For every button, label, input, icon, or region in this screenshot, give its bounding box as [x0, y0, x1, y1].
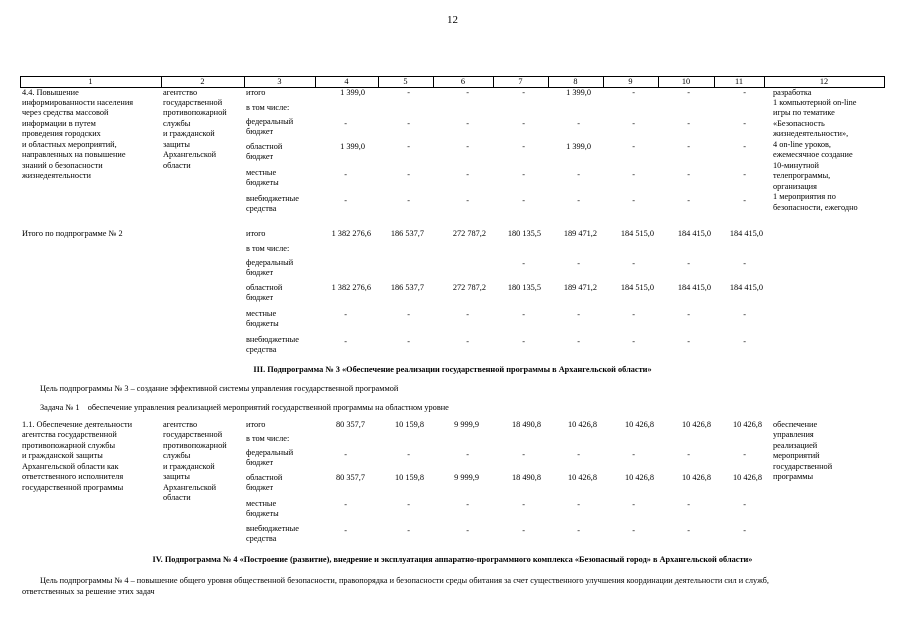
source-label: в том числе:: [246, 103, 290, 112]
value-cell: -: [632, 142, 635, 151]
value-cell: 10 159,8: [394, 473, 424, 482]
header-col-11: 11: [735, 77, 743, 86]
value-cell: -: [522, 526, 525, 535]
result-line: программы: [773, 472, 814, 481]
value-cell: 184 415,0: [729, 229, 763, 238]
executor-line: службы: [163, 119, 191, 128]
value-cell: -: [407, 170, 410, 179]
value-cell: -: [344, 119, 347, 128]
value-cell: -: [632, 119, 635, 128]
executor-line: и гражданской: [163, 462, 215, 471]
activity-name-line: 1.1. Обеспечение деятельности: [22, 420, 133, 429]
result-line: 4 on-line уроков,: [773, 140, 831, 149]
value-cell: -: [407, 310, 410, 319]
value-cell: -: [466, 142, 469, 151]
value-cell: 184 415,0: [677, 229, 711, 238]
value-cell: -: [743, 170, 746, 179]
activity-name-line: направленных на повышение: [22, 150, 126, 159]
value-cell: 184 515,0: [620, 229, 654, 238]
value-cell: 10 159,8: [394, 420, 424, 429]
value-cell: -: [522, 170, 525, 179]
value-cell: 80 357,7: [335, 420, 365, 429]
result-line: игры по тематике: [773, 108, 835, 117]
value-cell: -: [407, 142, 410, 151]
header-col-1: 1: [88, 77, 93, 86]
header-col-4: 4: [344, 77, 349, 86]
value-cell: -: [466, 337, 469, 346]
value-cell: -: [522, 142, 525, 151]
source-label: средства: [246, 345, 277, 354]
executor-line: противопожарной: [163, 441, 227, 450]
header-col-8: 8: [573, 77, 578, 86]
value-cell: -: [743, 196, 746, 205]
value-cell: -: [522, 310, 525, 319]
activity-name-line: и гражданской защиты: [22, 451, 103, 460]
value-cell: 1 399,0: [566, 88, 591, 97]
value-cell: -: [522, 259, 525, 268]
executor-line: службы: [163, 451, 191, 460]
activity-name-line: информации в путем: [22, 119, 96, 128]
executor-line: области: [163, 161, 191, 170]
value-cell: 272 787,2: [452, 283, 486, 292]
source-label: внебюджетные: [246, 194, 299, 203]
value-cell: -: [577, 119, 580, 128]
value-cell: 10 426,8: [681, 420, 711, 429]
source-label: бюджеты: [246, 509, 279, 518]
result-line: 1 мероприятия по: [773, 192, 836, 201]
value-cell: -: [743, 88, 746, 97]
source-label: бюджет: [246, 127, 274, 136]
value-cell: -: [466, 119, 469, 128]
executor-line: защиты: [163, 140, 190, 149]
value-cell: -: [632, 88, 635, 97]
executor-line: Архангельской: [163, 483, 217, 492]
header-col-5: 5: [403, 77, 408, 86]
value-cell: 10 426,8: [624, 420, 654, 429]
value-cell: -: [743, 500, 746, 509]
source-label: бюджеты: [246, 319, 279, 328]
value-cell: -: [687, 500, 690, 509]
value-cell: -: [407, 450, 410, 459]
value-cell: -: [632, 259, 635, 268]
value-cell: -: [466, 88, 469, 97]
subprogram-3-title: III. Подпрограмма № 3 «Обеспечение реализации государственной программы в Архангельской области»: [253, 365, 652, 374]
value-cell: -: [743, 142, 746, 151]
header-col-2: 2: [200, 77, 205, 86]
value-cell: -: [344, 310, 347, 319]
value-cell: -: [743, 450, 746, 459]
header-col-divider: [884, 76, 885, 88]
value-cell: -: [632, 337, 635, 346]
value-cell: -: [577, 310, 580, 319]
source-label: местные: [246, 168, 277, 177]
value-cell: -: [577, 526, 580, 535]
value-cell: -: [577, 337, 580, 346]
value-cell: 10 426,8: [681, 473, 711, 482]
value-cell: -: [407, 196, 410, 205]
executor-line: противопожарной: [163, 108, 227, 117]
activity-name-line: 4.4. Повышение: [22, 88, 79, 97]
header-col-9: 9: [628, 77, 633, 86]
result-line: безопасности, ежегодно: [773, 203, 858, 212]
source-label: в том числе:: [246, 244, 290, 253]
source-label: бюджеты: [246, 178, 279, 187]
header-col-3: 3: [277, 77, 282, 86]
value-cell: 10 426,8: [732, 420, 762, 429]
value-cell: -: [522, 450, 525, 459]
activity-name-line: жизнедеятельности: [22, 171, 91, 180]
source-label: внебюджетные: [246, 524, 299, 533]
value-cell: 9 999,9: [454, 473, 479, 482]
activity-name-line: государственной программы: [22, 483, 124, 492]
value-cell: -: [407, 88, 410, 97]
value-cell: -: [687, 310, 690, 319]
result-line: мероприятий: [773, 451, 820, 460]
result-line: организация: [773, 182, 817, 191]
result-line: ежемесячное создание: [773, 150, 853, 159]
source-label: областной: [246, 473, 283, 482]
activity-name-line: проведения городских: [22, 129, 101, 138]
value-cell: -: [632, 500, 635, 509]
value-cell: -: [344, 450, 347, 459]
header-col-12: 12: [819, 77, 829, 86]
activity-name-line: ответственного исполнителя: [22, 472, 124, 481]
value-cell: -: [687, 196, 690, 205]
header-col-7: 7: [518, 77, 523, 86]
value-cell: -: [407, 526, 410, 535]
source-label: федеральный: [246, 448, 294, 457]
value-cell: 1 382 276,6: [331, 283, 371, 292]
value-cell: -: [522, 196, 525, 205]
result-line: 1 компьютерной on-line: [773, 98, 857, 107]
total-label: Итого по подпрограмме № 2: [22, 229, 123, 238]
source-label: итого: [246, 88, 266, 97]
value-cell: -: [687, 119, 690, 128]
value-cell: 1 399,0: [566, 142, 591, 151]
value-cell: -: [344, 170, 347, 179]
value-cell: 180 135,5: [507, 229, 541, 238]
activity-name-line: и областных мероприятий,: [22, 140, 117, 149]
value-cell: -: [632, 196, 635, 205]
value-cell: -: [344, 196, 347, 205]
executor-line: и гражданской: [163, 129, 215, 138]
subprogram-4-goal-line: Цель подпрограммы № 4 – повышение общего уровня общественной безопасности, правопорядка и безопасности среды обитания за счет существенного улучшения координации деятельности сил и служб,: [40, 576, 769, 585]
value-cell: 1 399,0: [340, 88, 365, 97]
executor-line: государственной: [163, 430, 223, 439]
result-line: реализацией: [773, 441, 818, 450]
value-cell: -: [632, 450, 635, 459]
value-cell: -: [577, 500, 580, 509]
source-label: федеральный: [246, 117, 294, 126]
source-label: бюджет: [246, 152, 274, 161]
value-cell: 186 537,7: [390, 229, 424, 238]
executor-line: Архангельской: [163, 150, 217, 159]
value-cell: -: [522, 337, 525, 346]
value-cell: -: [687, 526, 690, 535]
value-cell: -: [743, 119, 746, 128]
value-cell: 180 135,5: [507, 283, 541, 292]
value-cell: -: [687, 88, 690, 97]
result-line: телепрограммы,: [773, 171, 831, 180]
value-cell: -: [466, 310, 469, 319]
executor-line: государственной: [163, 98, 223, 107]
value-cell: -: [344, 337, 347, 346]
header-col-10: 10: [681, 77, 691, 86]
source-label: средства: [246, 204, 277, 213]
result-line: «Безопасность: [773, 119, 825, 128]
value-cell: -: [344, 500, 347, 509]
source-label: внебюджетные: [246, 335, 299, 344]
value-cell: -: [466, 170, 469, 179]
value-cell: 9 999,9: [454, 420, 479, 429]
value-cell: 10 426,8: [732, 473, 762, 482]
value-cell: -: [687, 259, 690, 268]
value-cell: 184 415,0: [677, 283, 711, 292]
source-label: итого: [246, 229, 266, 238]
value-cell: -: [466, 526, 469, 535]
value-cell: -: [743, 526, 746, 535]
value-cell: 189 471,2: [563, 229, 597, 238]
activity-name-line: информированности населения: [22, 98, 134, 107]
value-cell: -: [344, 526, 347, 535]
source-label: бюджет: [246, 293, 274, 302]
value-cell: -: [577, 450, 580, 459]
subprogram-4-title: IV. Подпрограмма № 4 «Построение (развитие), внедрение и эксплуатация аппаратно-программного комплекса «Безопасный город» в Архангельской области»: [152, 555, 753, 564]
value-cell: 272 787,2: [452, 229, 486, 238]
header-col-6: 6: [460, 77, 466, 86]
value-cell: -: [743, 259, 746, 268]
result-line: разработка: [773, 88, 812, 97]
source-label: областной: [246, 142, 283, 151]
executor-line: области: [163, 493, 191, 502]
executor-line: агентство: [163, 420, 198, 429]
activity-name-line: агентства государственной: [22, 430, 117, 439]
activity-name-line: знаний о безопасности: [22, 161, 103, 170]
value-cell: -: [632, 526, 635, 535]
value-cell: -: [407, 500, 410, 509]
source-label: местные: [246, 499, 277, 508]
source-label: бюджет: [246, 268, 274, 277]
executor-line: агентство: [163, 88, 198, 97]
value-cell: -: [522, 500, 525, 509]
value-cell: -: [687, 142, 690, 151]
value-cell: -: [687, 450, 690, 459]
value-cell: -: [743, 337, 746, 346]
page-number: 12: [447, 14, 458, 26]
value-cell: -: [632, 310, 635, 319]
subprogram-4-goal-line: ответственных за решение этих задач: [22, 587, 155, 596]
source-label: средства: [246, 534, 277, 543]
executor-line: защиты: [163, 472, 190, 481]
value-cell: 186 537,7: [390, 283, 424, 292]
source-label: бюджет: [246, 458, 274, 467]
result-line: жизнедеятельности»,: [773, 129, 849, 138]
value-cell: 10 426,8: [567, 473, 597, 482]
value-cell: 18 490,8: [511, 473, 541, 482]
result-line: управления: [773, 430, 814, 439]
value-cell: -: [743, 310, 746, 319]
result-line: государственной: [773, 462, 833, 471]
value-cell: -: [522, 119, 525, 128]
value-cell: -: [522, 88, 525, 97]
value-cell: -: [466, 196, 469, 205]
source-label: итого: [246, 420, 266, 429]
activity-name-line: через средства массовой: [22, 108, 109, 117]
result-line: 10-минутной: [773, 161, 819, 170]
result-line: обеспечение: [773, 420, 818, 429]
value-cell: 1 382 276,6: [331, 229, 371, 238]
value-cell: 18 490,8: [511, 420, 541, 429]
value-cell: -: [632, 170, 635, 179]
source-label: местные: [246, 309, 277, 318]
value-cell: -: [577, 196, 580, 205]
value-cell: -: [687, 337, 690, 346]
value-cell: 80 357,7: [335, 473, 365, 482]
value-cell: -: [687, 170, 690, 179]
value-cell: 184 415,0: [729, 283, 763, 292]
value-cell: -: [466, 500, 469, 509]
value-cell: 189 471,2: [563, 283, 597, 292]
value-cell: -: [577, 259, 580, 268]
source-label: в том числе:: [246, 434, 290, 443]
source-label: областной: [246, 283, 283, 292]
value-cell: -: [577, 170, 580, 179]
value-cell: -: [407, 337, 410, 346]
value-cell: 10 426,8: [624, 473, 654, 482]
value-cell: 184 515,0: [620, 283, 654, 292]
value-cell: -: [466, 450, 469, 459]
value-cell: 10 426,8: [567, 420, 597, 429]
value-cell: -: [407, 119, 410, 128]
source-label: бюджет: [246, 483, 274, 492]
subprogram-3-goal: Цель подпрограммы № 3 – создание эффективной системы управления государственной программой: [40, 384, 399, 393]
activity-name-line: Архангельской области как: [22, 462, 119, 471]
activity-name-line: противопожарной службы: [22, 441, 116, 450]
subprogram-3-task: Задача № 1 обеспечение управления реализацией мероприятий государственной программы на областном уровне: [40, 403, 449, 412]
source-label: федеральный: [246, 258, 294, 267]
value-cell: 1 399,0: [340, 142, 365, 151]
